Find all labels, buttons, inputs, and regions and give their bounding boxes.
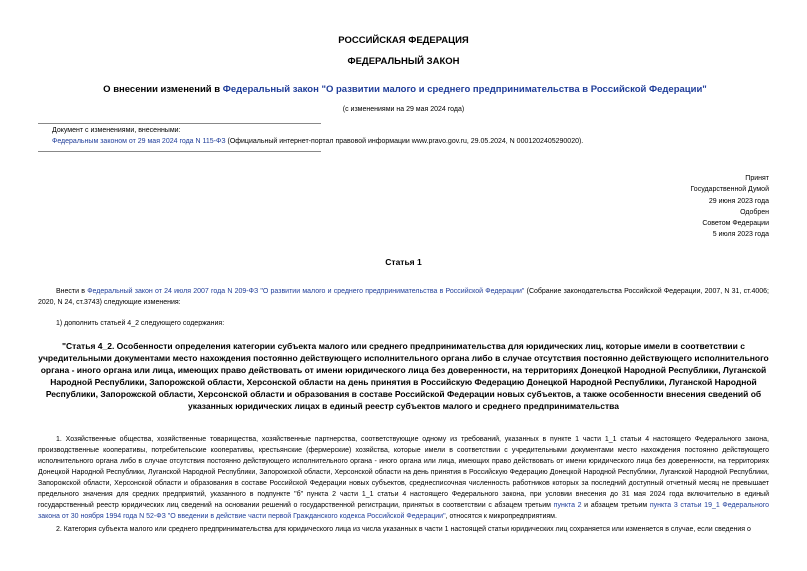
intro-prefix: Внести в [56, 288, 88, 295]
revision-subtitle: (с изменениями на 29 мая 2024 года) [342, 106, 465, 113]
para1-link-1[interactable]: пункта 2 [553, 502, 582, 509]
divider-bottom [38, 151, 321, 152]
doc-type-heading: ФЕДЕРАЛЬНЫЙ ЗАКОН [347, 56, 460, 67]
paragraph-1 [38, 434, 769, 522]
accepted-line: Государственной Думой [690, 186, 769, 194]
title-law-link[interactable]: Федеральный закон "О развитии малого и среднего предпринимательства в Российской Федерации" [222, 84, 707, 95]
para1-text: 1. Хозяйственные общества, хозяйственные товарищества, хозяйственные партнерства, соответствующие одному из требований, указанных в пункте 1 части 1_1 статьи 4 настоящего Федерального закона, производственные кооперативы, потребительские кооперативы, крестьянские (фермерские) хозяйства, которые имели в соответствии с учредительными документами место нахождения постоянно действующего исполнительного органа либо в случае отсутствия постоянно действующего исполнительного органа - иного органа или лица, имеющих право действовать от имени юридического лица без доверенности, на территориях Донецкой Народной Республики, Луганской Народной Республики, Запорожской области, Херсонской области на день принятия в Российскую Федерацию Донецкой Народной Республики, Луганской Народной Республики, Запорожской области, Херсонской области и образования в составе Российской Федерации новых субъектов, среднесписочная численность работников которых за последний доступный отчетный месяц не превышает предельного значения для средних предприятий, указанного в подпункте "б" пункта 2 части 1_1 статьи 4 настоящего Федерального закона, при условии внесения до 31 мая 2024 года включительно в единый государственный реестр юридических лиц сведений на основании решений о государственной регистрации, принятых в соответствии с абзацем третьим [38, 436, 769, 509]
divider-top [38, 123, 321, 124]
item-1: 1) дополнить статьей 4_2 следующего содержания: [56, 320, 225, 327]
intro-rest: (Собрание законодательства Российской Федерации, 2007, N 31, ст.4006; 2020, N 24, ст.3743) следующие изменения: [38, 288, 769, 306]
changes-label: Документ с изменениями, внесенными: [52, 127, 181, 134]
para1-mid: и абзацем третьим [581, 502, 650, 509]
new-article-heading: "Статья 4_2. Особенности определения категории субъекта малого или среднего предпринимательства для юридических лиц, которые имели в соответствии с учредительными документами место нахождения постоянно действующего исполнительного органа либо в случае отсутствия постоянно действующего исполнительного органа - иного органа или лица, имеющих право действовать от имени юридического лица без доверенности, на территориях Донецкой Народной Республики, Луганской Народной Республики, Запорожской области, Херсонской области на день принятия в Российскую Федерацию Донецкой Народной Республики, Луганской Народной Республики, Запорожской области, Херсонской области и образования в составе Российской Федерации новых субъектов, а также особенности внесения сведений об указанных юридических лицах в единый реестр субъектов малого и среднего предпринимательства [38, 341, 769, 411]
accepted-line: Принят [745, 175, 769, 182]
accepted-line: 5 июля 2023 года [712, 231, 769, 239]
intro-paragraph [38, 286, 769, 308]
para1-link-2[interactable]: пункта 3 статьи 19_1 Федерального закона от 30 ноября 1994 года N 52-ФЗ "О введении в действие части первой Гражданского кодекса Российской Федерации" [38, 502, 770, 520]
document-title [60, 84, 750, 95]
paragraph-2: 2. Категория субъекта малого или среднего предпринимательства для юридического лица из числа указанных в части 1 настоящей статьи юридических лиц сохраняется или изменяется в случае, если сведения о [56, 526, 751, 533]
country-heading: РОССИЙСКАЯ ФЕДЕРАЦИЯ [338, 35, 469, 46]
changes-source: (Официальный интернет-портал правовой информации www.pravo.gov.ru, 29.05.2024, N 0001202405290020). [225, 138, 584, 145]
changes-law-link[interactable]: Федеральным законом от 29 мая 2024 года N 115-ФЗ [52, 138, 226, 145]
title-prefix: О внесении изменений в [103, 84, 223, 95]
acceptance-block [690, 173, 769, 241]
changes-line [52, 136, 772, 147]
accepted-line: Советом Федерации [702, 220, 769, 228]
article-heading: Статья 1 [385, 257, 422, 267]
accepted-line: Одобрен [740, 208, 769, 216]
accepted-line: 29 июня 2023 года [708, 197, 769, 205]
para1-rest: , относятся к микропредприятиям. [445, 513, 557, 520]
intro-law-link[interactable]: Федеральный закон от 24 июля 2007 года N 209-ФЗ "О развитии малого и среднего предпринимательства в Российской Федерации" [87, 288, 525, 295]
